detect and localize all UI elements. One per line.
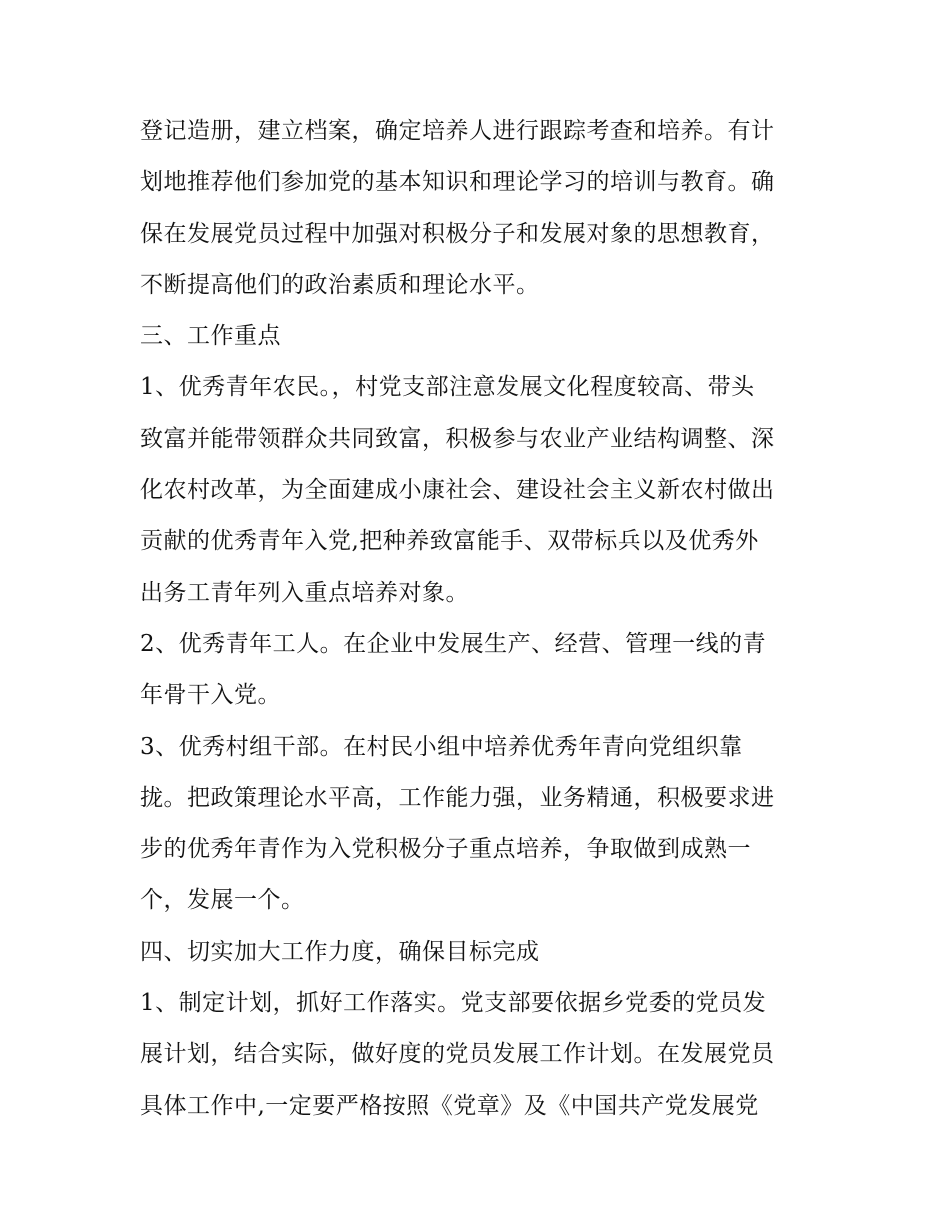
section-heading: 三、工作重点 — [140, 323, 281, 350]
text-line: 3、优秀村组干部。在村民小组中培养优秀年青向党组织靠 — [140, 733, 743, 760]
text-line: 化农村改革，为全面建成小康社会、建设社会主义新农村做出 — [140, 477, 775, 504]
text-line: 展计划，结合实际，做好度的党员发展工作计划。在发展党员 — [140, 1041, 775, 1068]
text-line: 登记造册，建立档案，确定培养人进行跟踪考查和培养。有计 — [140, 118, 775, 144]
text-line: 出务工青年列入重点培养对象。 — [140, 579, 469, 606]
section-heading: 四、切实加大工作力度，确保目标完成 — [140, 938, 540, 965]
text-line: 贡献的优秀青年入党,把种养致富能手、双带标兵以及优秀外 — [140, 528, 759, 555]
text-line: 1、制定计划，抓好工作落实。党支部要依据乡党委的党员发 — [140, 990, 767, 1017]
text-line: 不断提高他们的政治素质和理论水平。 — [140, 271, 540, 298]
text-line: 2、优秀青年工人。在企业中发展生产、经营、管理一线的青 — [140, 630, 767, 657]
text-line: 1、优秀青年农民。，村党支部注意发展文化程度较高、带头 — [140, 374, 755, 401]
text-line: 年骨干入党。 — [140, 682, 281, 709]
document-body — [140, 106, 820, 1132]
text-line: 步的优秀年青作为入党积极分子重点培养，争取做到成熟一 — [140, 836, 751, 863]
text-line: 致富并能带领群众共同致富，积极参与农业产业结构调整、深 — [140, 425, 775, 452]
text-line: 划地推荐他们参加党的基本知识和理论学习的培训与教育。确 — [140, 169, 775, 196]
text-line: 个，发展一个。 — [140, 887, 305, 914]
text-line: 具体工作中,一定要严格按照《党章》及《中国共产党发展党 — [140, 1092, 759, 1119]
text-line: 拢。把政策理论水平高，工作能力强，业务精通，积极要求进 — [140, 784, 775, 811]
text-line: 保在发展党员过程中加强对积极分子和发展对象的思想教育， — [140, 220, 775, 247]
